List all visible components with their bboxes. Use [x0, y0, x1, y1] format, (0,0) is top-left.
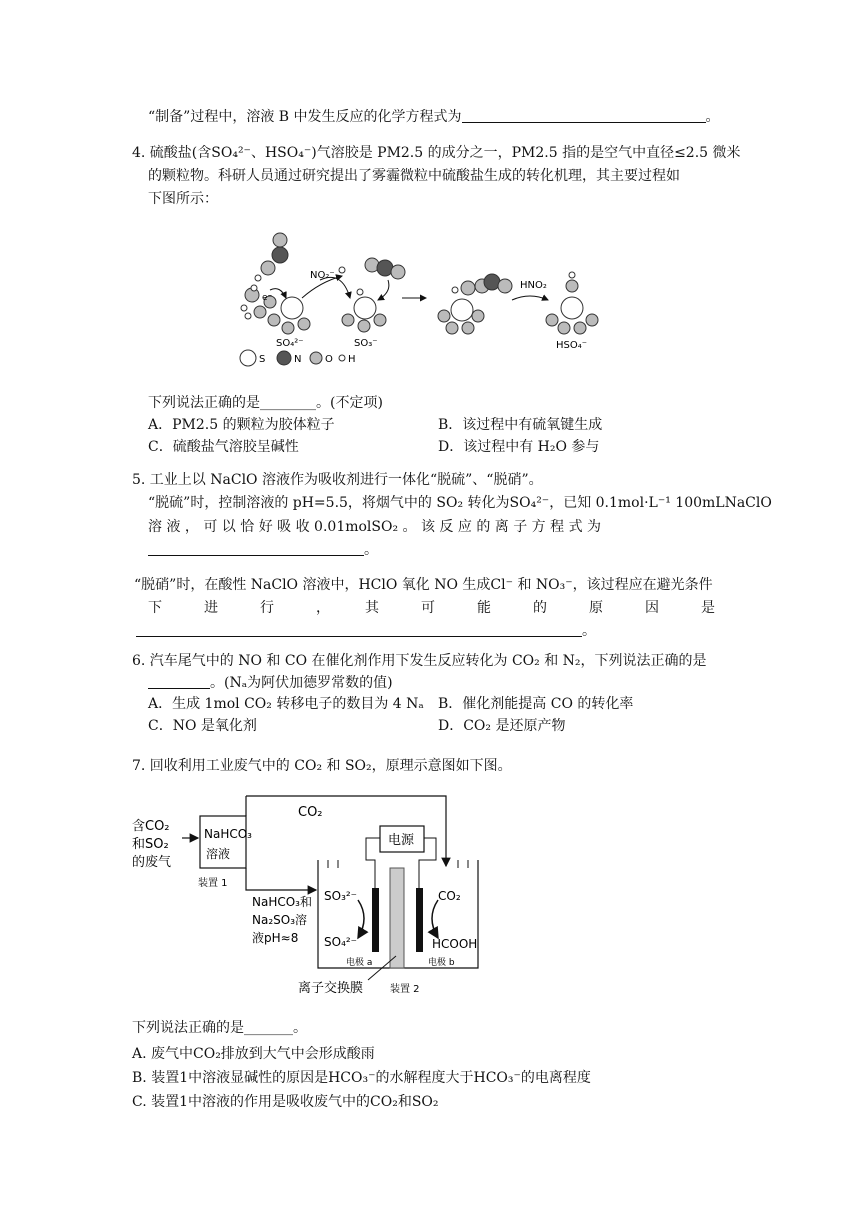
solution-line-3: 液pH≈8 [252, 931, 299, 945]
q6-answer-blank[interactable] [148, 674, 210, 689]
q7-option-c[interactable]: C. 装置1中溶液的作用是吸收废气中的CO₂和SO₂ [132, 1094, 439, 1110]
q4-line2: 的颗粒物。科研人员通过研究提出了雾霾微粒中硫酸盐生成的转化机理，其主要过程如 [148, 168, 680, 184]
q6-line2-wrap [148, 673, 393, 693]
q6-option-b[interactable]: B．催化剂能提高 CO 的转化率 [438, 696, 634, 712]
q5-end-2: 。 [582, 623, 596, 639]
electrode-a [372, 888, 379, 952]
q4-option-b[interactable]: B．该过程中有硫氧键生成 [438, 417, 603, 433]
device1-text-2: 溶液 [206, 847, 231, 861]
legend-h: H [348, 354, 356, 365]
q7-option-a[interactable]: A. 废气中CO₂排放到大气中会形成酸雨 [132, 1046, 375, 1062]
electron-label: e⁻ [262, 293, 273, 303]
q7-option-b[interactable]: B. 装置1中溶液显碱性的原因是HCO₃⁻的水解程度大于HCO₃⁻的电离程度 [132, 1070, 591, 1086]
electrode-a-label: 电极 a [346, 958, 373, 968]
q5-line1: 5. 工业上以 NaClO 溶液作为吸收剂进行一体化“脱硫”、“脱硝”。 [132, 472, 543, 488]
so4-label-2: SO₄²⁻ [324, 935, 358, 949]
q3-end: 。 [705, 109, 720, 125]
q4-option-a[interactable]: A．PM2.5 的颗粒为胶体粒子 [148, 417, 335, 433]
q4-stem: 下列说法正确的是________。(不定项) [148, 395, 383, 411]
hno2-label: HNO₂ [520, 280, 547, 291]
legend-s: S [259, 354, 266, 365]
electrode-b [416, 888, 423, 952]
q6-option-a[interactable]: A．生成 1mol CO₂ 转移电子的数目为 4 Nₐ [148, 696, 424, 712]
q7-line1: 7. 回收利用工业废气中的 CO₂ 和 SO₂，原理示意图如下图。 [132, 758, 512, 774]
legend-o: O [325, 354, 333, 365]
no2-label: NO₂⁻ [310, 270, 335, 281]
solution-line-2: Na₂SO₃溶 [252, 913, 308, 927]
solution-line-1: NaHCO₃和 [252, 895, 312, 909]
so4-label: SO₄²⁻ [276, 338, 304, 349]
device1-label: 装置 1 [198, 878, 228, 889]
legend-n: N [294, 354, 302, 365]
q5-line2: “脱硫”时，控制溶液的 pH=5.5，将烟气中的 SO₂ 转化为SO₄²⁻，已知 0.1mol·L⁻¹ 100mLNaClO [148, 495, 772, 511]
q5-blank-line-2 [136, 621, 596, 641]
q5-end-1: 。 [364, 542, 378, 558]
sulfate-mechanism-diagram [230, 220, 610, 370]
power-label: 电源 [388, 833, 415, 848]
co2-so2-recovery-diagram [128, 788, 518, 1000]
q3-text: “制备”过程中，溶液 B 中发生反应的化学方程式为 [148, 109, 462, 125]
hso4-label: HSO₄⁻ [556, 340, 588, 351]
gas-in-1: 含CO₂ [132, 819, 170, 834]
q6-line2: 。(Nₐ为阿伏加德罗常数的值) [210, 675, 393, 691]
device2-label: 装置 2 [390, 984, 420, 995]
q6-option-c[interactable]: C．NO 是氧化剂 [148, 718, 257, 734]
q5-line3: 溶 液 ， 可 以 恰 好 吸 收 0.01molSO₂ 。 该 反 应 的 离 子 方 程 式 为 [148, 519, 602, 535]
q4-line1: 4. 硫酸盐(含SO₄²⁻、HSO₄⁻)气溶胶是 PM2.5 的成分之一，PM2.5 指的是空气中直径≤2.5 微米 [132, 145, 741, 161]
q3-equation-line [148, 107, 720, 127]
gas-in-2: 和SO₂ [132, 837, 169, 852]
co2-top-label: CO₂ [298, 805, 323, 820]
q5-line6: 下 进 行 ， 其 可 能 的 原 因 是 [148, 600, 715, 616]
q4-line3: 下图所示： [148, 191, 218, 207]
q4-option-d[interactable]: D．该过程中有 H₂O 参与 [438, 439, 600, 455]
q7-stem: 下列说法正确的是_______。 [132, 1020, 307, 1036]
q3-answer-blank[interactable] [462, 108, 706, 123]
q5-line5: “脱硝”时，在酸性 NaClO 溶液中，HClO 氧化 NO 生成Cl⁻ 和 NO₃⁻，该过程应在避光条件 [134, 577, 713, 593]
device1-text-1: NaHCO₃ [204, 827, 252, 841]
membrane-label: 离子交换膜 [298, 981, 364, 996]
so3-label-2: SO₃²⁻ [324, 889, 358, 903]
q6-option-d[interactable]: D．CO₂ 是还原产物 [438, 718, 566, 734]
gas-in-3: 的废气 [132, 855, 172, 870]
q5-blank-line [148, 540, 378, 560]
so3-label: SO₃⁻ [354, 338, 378, 349]
hcooh-label: HCOOH [432, 937, 478, 951]
q4-option-c[interactable]: C．硫酸盐气溶胶呈碱性 [148, 439, 299, 455]
q5-equation-blank[interactable] [148, 541, 364, 556]
q6-line1: 6. 汽车尾气中的 NO 和 CO 在催化剂作用下发生反应转化为 CO₂ 和 N₂，下列说法正确的是 [132, 653, 707, 669]
q5-reason-blank[interactable] [136, 622, 582, 637]
ion-exchange-membrane [390, 868, 404, 968]
co2-right-label: CO₂ [438, 889, 461, 903]
electrode-b-label: 电极 b [428, 958, 455, 968]
